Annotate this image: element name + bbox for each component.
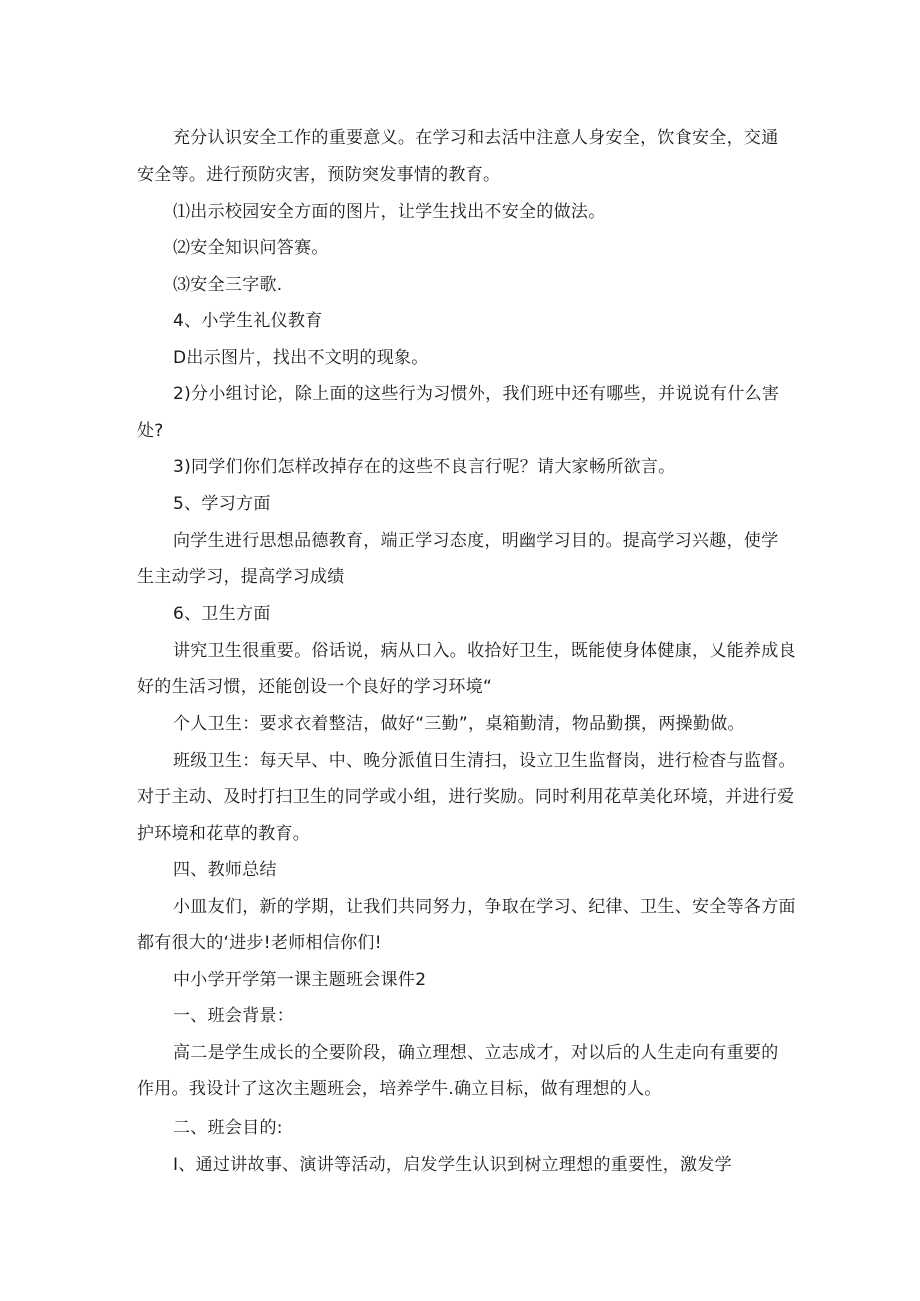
list-item-line: 2)分小组讨论，除上面的这些行为习惯外，我们班中还有哪些，并说说有什么害 xyxy=(173,384,780,404)
section-heading: 5、学习方面 xyxy=(173,494,271,514)
list-item-line: 3)同学们你们怎样改掉存在的这些不良言行呢？请大家畅所欲言。 xyxy=(173,457,676,477)
section-heading: 6、卫生方面 xyxy=(173,604,271,624)
paragraph-line: 班级卫生：每天早、中、晚分派值日生清扫，设立卫生监督岗，进行检杳与监督。 xyxy=(173,751,796,771)
paragraph-line: I、通过讲故事、演讲等活动，启发学生认识到树立理想的重要性，激发学 xyxy=(173,1155,732,1175)
paragraph-line: 护环境和花草的教育。 xyxy=(137,824,310,844)
paragraph-line: 对于主动、及时打扫卫生的同学或小组，进行奖励。同时利用花草美化环境，并进行爱 xyxy=(137,787,795,807)
paragraph-line: 作用。我设计了这次主题班会，培养学牛.确立目标，做有理想的人。 xyxy=(137,1079,662,1099)
paragraph-line: 小皿友们，新的学期，让我们共同努力，争取在学习、纪律、卫生、安全等各方面 xyxy=(173,897,796,917)
paragraph-line: 个人卫生：要求衣着整洁，做好“三勤”，桌箱勤清，物品勤撰，两操勤做。 xyxy=(173,714,745,734)
paragraph-line: 向学生进行思想品德教育，端正学习态度，明幽学习目的。提高学习兴趣，使学 xyxy=(173,531,779,551)
paragraph-line: 安全等。进行预防灾害，预防突发事情的教育。 xyxy=(137,165,501,185)
list-item-line: ⑵安全知识问答赛。 xyxy=(173,238,329,258)
paragraph-line: 讲究卫生很重要。俗话说，病从口入。收拾好卫生，既能使身体健康，乂能养成良 xyxy=(173,641,796,661)
paragraph-line: 生主动学习，提高学习成绩 xyxy=(137,567,345,587)
list-item-line: ⑴出示校园安全方面的图片，让学生找出不安全的做法。 xyxy=(173,202,606,222)
paragraph-line: 充分认识安全工作的重要意义。在学习和去活中注意人身安全，饮食安全，交通 xyxy=(173,128,779,148)
section-heading: 4、小学生礼仪教育 xyxy=(173,311,323,331)
list-item-line: D出示图片，找出不文明的现象。 xyxy=(173,348,429,368)
paragraph-line: 高二是学生成长的仝要阶段，确立理想、立志成才，对以后的人生走向有重要的 xyxy=(173,1043,779,1063)
list-item-line: 处? xyxy=(137,421,164,441)
section-heading: 四、教师总结 xyxy=(173,860,277,880)
section-heading: 一、班会背景： xyxy=(173,1006,295,1026)
list-item-line: ⑶安全三字歌. xyxy=(173,275,283,295)
document-subtitle: 中小学开学第一课主题班会课件2 xyxy=(173,970,427,990)
paragraph-line: 都有很大的‘进步!老师相信你们! xyxy=(137,933,382,953)
section-heading: 二、班会目的: xyxy=(173,1118,283,1138)
paragraph-line: 好的生活习惯，还能创设一个良好的学习环境“ xyxy=(137,677,493,697)
